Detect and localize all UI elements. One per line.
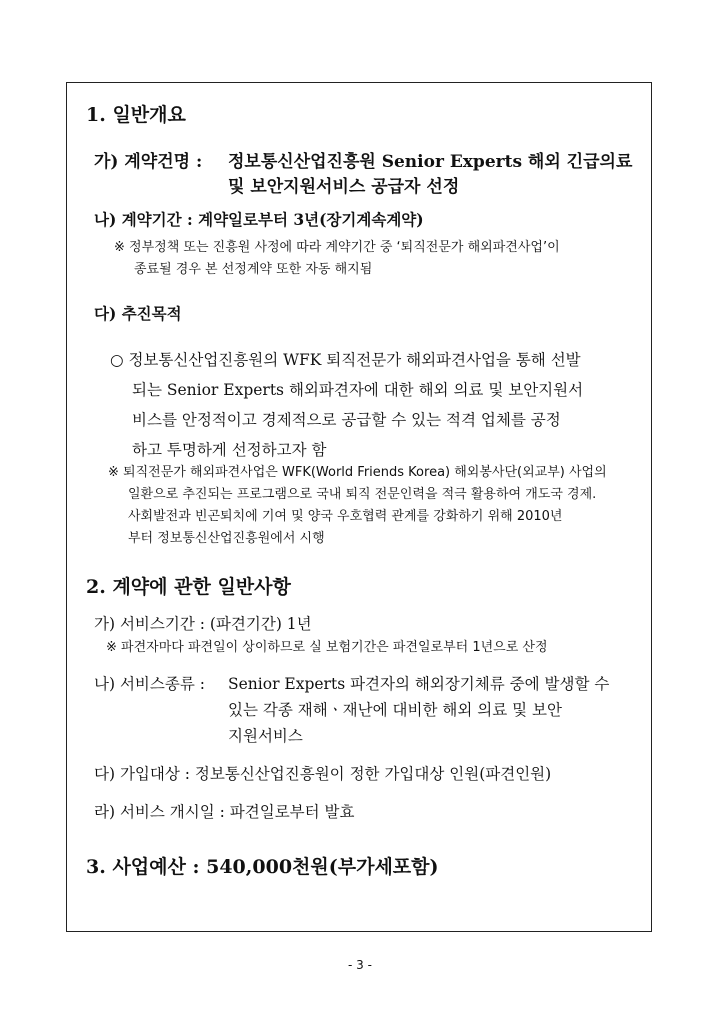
service-period: 가) 서비스기간 : (파견기간) 1년 [94, 615, 312, 633]
contract-name-label: 가) 계약건명 : [94, 152, 203, 172]
service-start-date: 라) 서비스 개시일 : 파견일로부터 발효 [94, 803, 355, 821]
purpose-line-1: ○ 정보통신산업진흥원의 WFK 퇴직전문가 해외파견사업을 통해 선발 [110, 351, 581, 369]
contract-name-line1: 정보통신산업진흥원 Senior Experts 해외 긴급의료 [228, 152, 633, 172]
section1-heading: 1. 일반개요 [86, 104, 186, 126]
program-note-line-3: 사회발전과 빈곤퇴치에 기여 및 양국 우호협력 관계를 강화하기 위해 2010년 [128, 509, 563, 524]
service-period-note: ※ 파견자마다 파견일이 상이하므로 실 보험기간은 파견일로부터 1년으로 산정 [106, 640, 548, 655]
service-type-line2: 있는 각종 재해ㆍ재난에 대비한 해외 의료 및 보안 [228, 701, 562, 719]
contract-period-note-line1: ※ 정부정책 또는 진흥원 사정에 따라 계약기간 중 ‘퇴직전문가 해외파견사업’이 [114, 240, 560, 255]
contract-period: 나) 계약기간 : 계약일로부터 3년(장기계속계약) [94, 210, 424, 229]
contract-period-note-line2: 종료될 경우 본 선정계약 또한 자동 해지됨 [134, 262, 373, 277]
program-note-line-1: ※ 퇴직전문가 해외파견사업은 WFK(World Friends Korea) 해외봉사단(외교부) 사업의 [108, 465, 607, 480]
program-note-line-4: 부터 정보통신산업진흥원에서 시행 [128, 531, 325, 546]
service-type-line3: 지원서비스 [228, 727, 303, 745]
section3-heading: 3. 사업예산 : 540,000천원(부가세포함) [86, 856, 439, 878]
section2-heading: 2. 계약에 관한 일반사항 [86, 576, 291, 598]
purpose-line-2: 되는 Senior Experts 해외파견자에 대한 해외 의료 및 보안지원서 [132, 381, 584, 399]
page-number: - 3 - [348, 958, 372, 972]
purpose-line-3: 비스를 안정적이고 경제적으로 공급할 수 있는 적격 업체를 공정 [132, 411, 561, 429]
service-type-label: 나) 서비스종류 : [94, 675, 205, 693]
enrollment-target: 다) 가입대상 : 정보통신산업진흥원이 정한 가입대상 인원(파견인원) [94, 765, 552, 783]
service-type-line1: Senior Experts 파견자의 해외장기체류 중에 발생할 수 [228, 675, 610, 693]
purpose-heading: 다) 추진목적 [94, 304, 182, 323]
purpose-line-4: 하고 투명하게 선정하고자 함 [132, 441, 327, 459]
contract-name-line2: 및 보안지원서비스 공급자 선정 [228, 177, 460, 197]
program-note-line-2: 일환으로 추진되는 프로그램으로 국내 퇴직 전문인력을 적극 활용하여 개도국 경제. [128, 487, 597, 502]
